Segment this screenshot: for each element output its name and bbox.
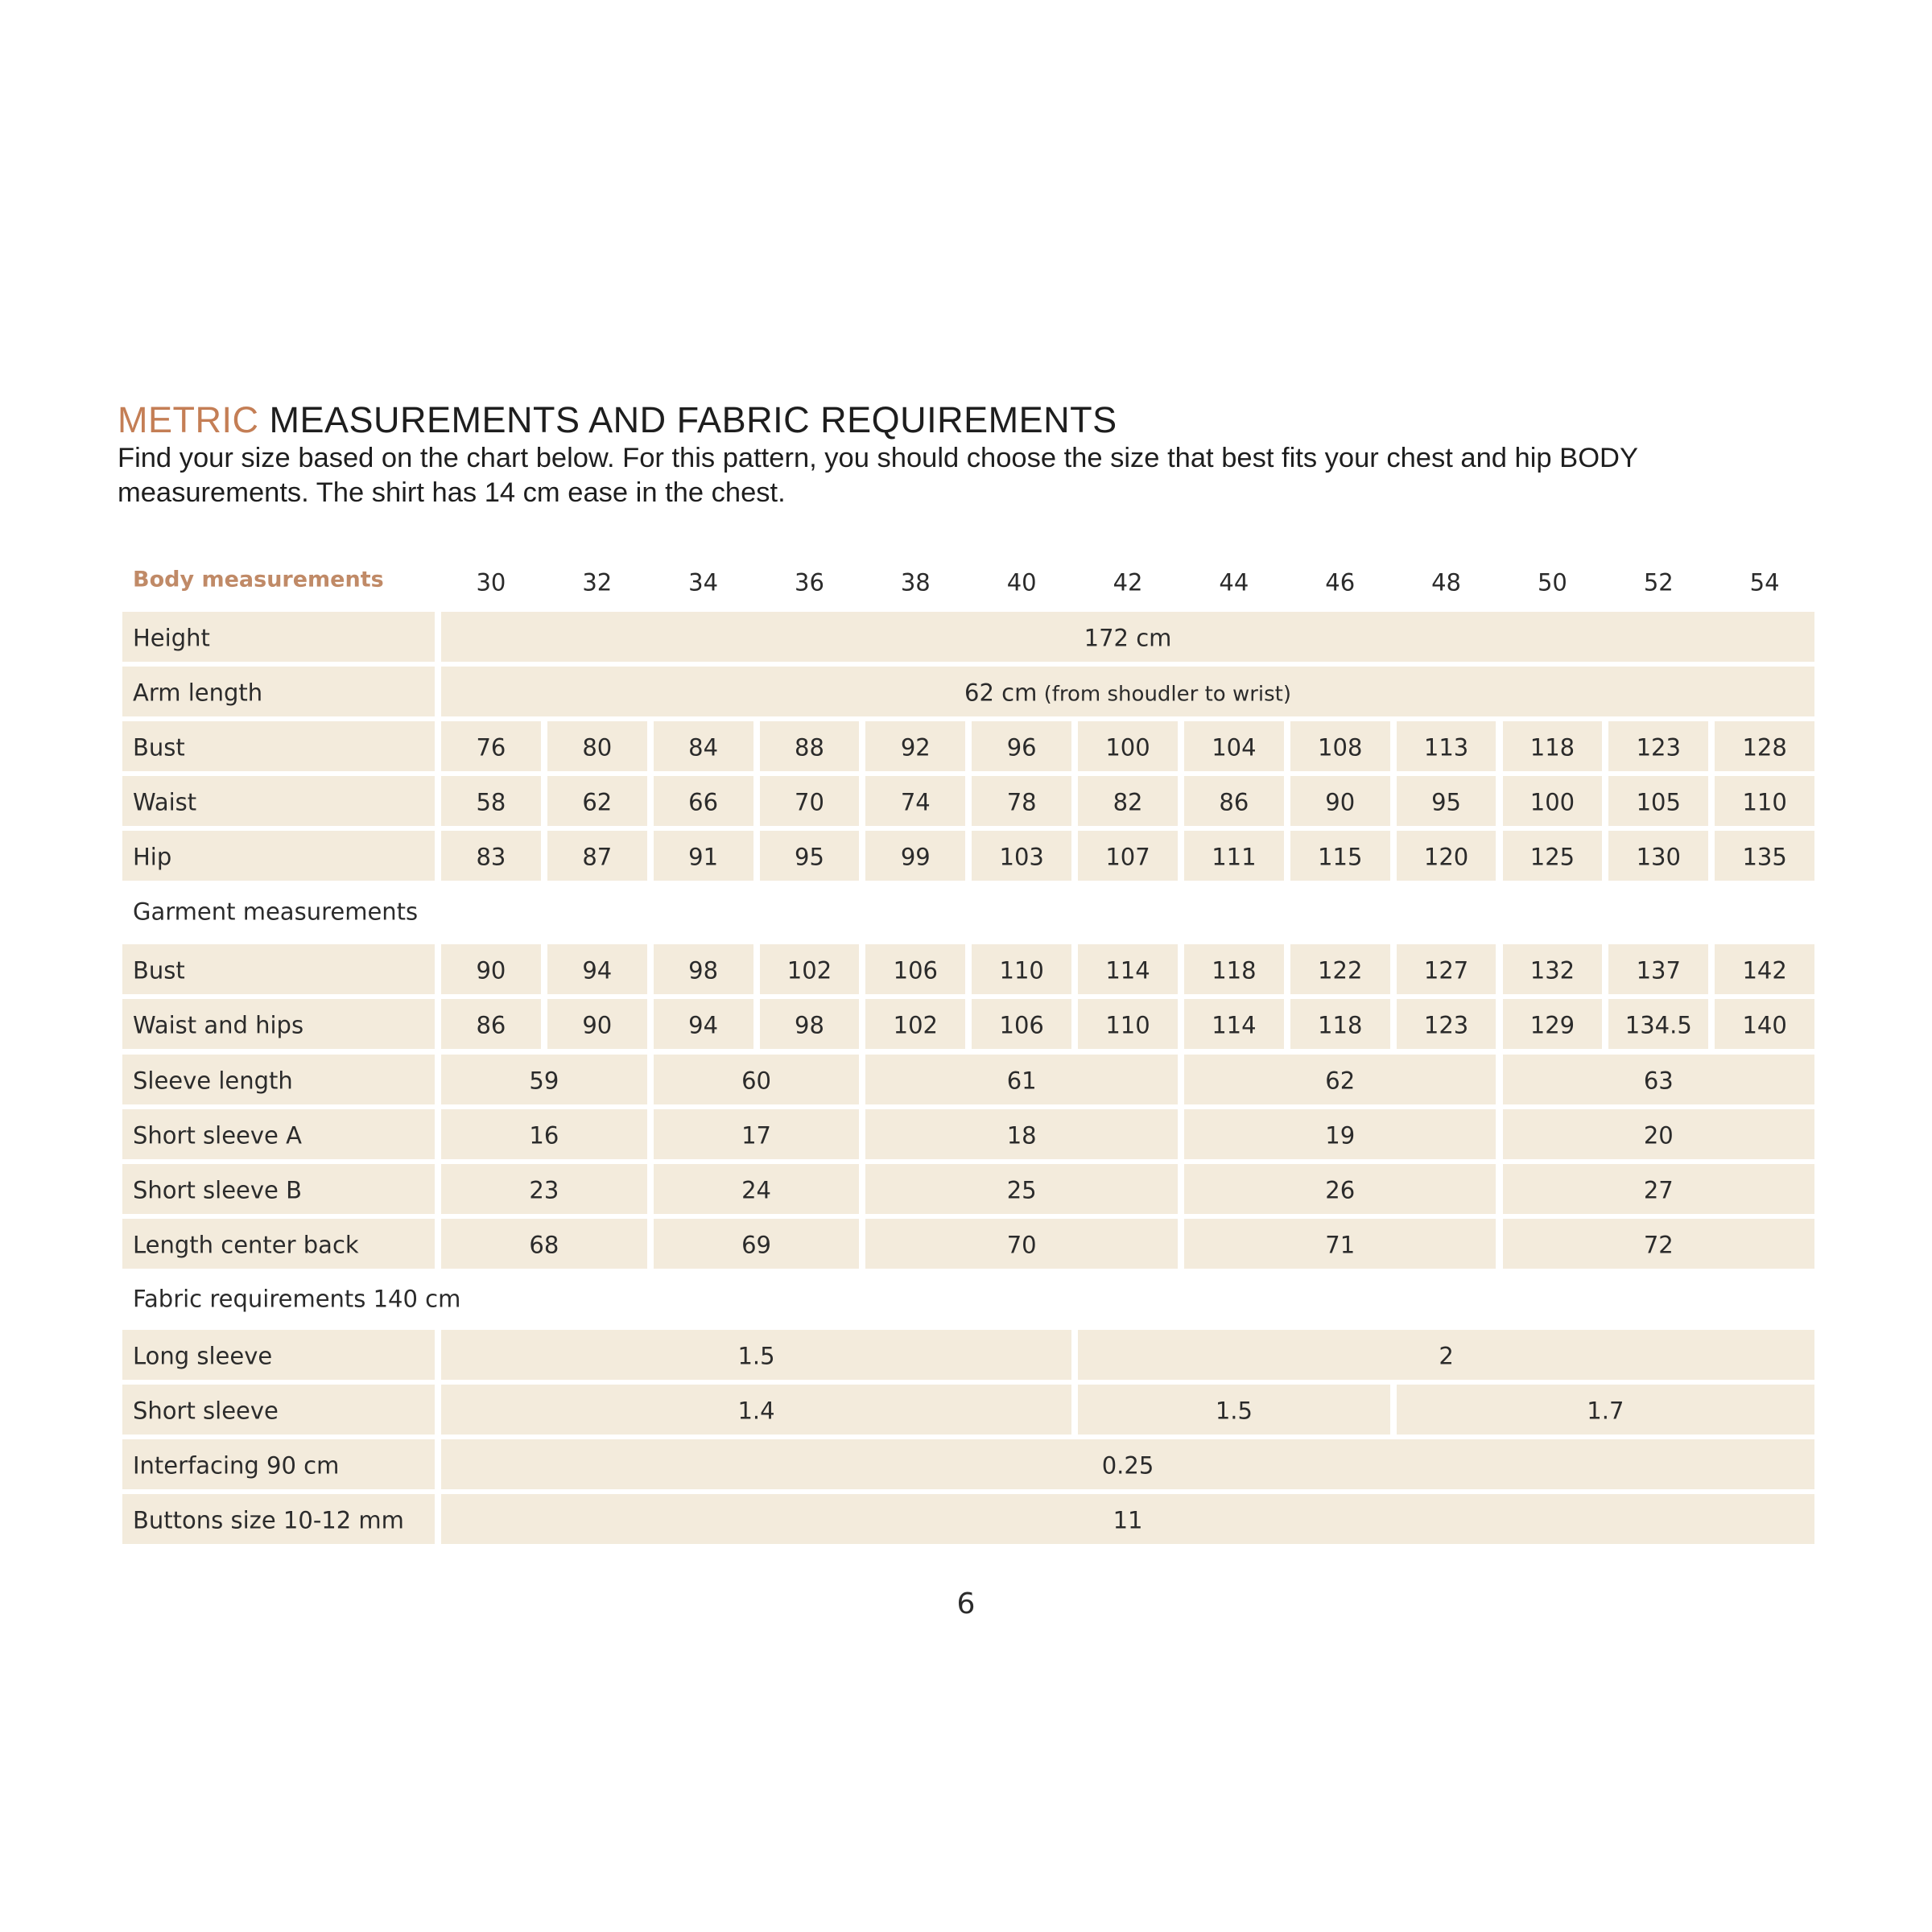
cell-value: 58 <box>476 788 506 816</box>
cell-value: 103 <box>999 843 1044 871</box>
row-label-buttons-size-10-12-mm: Buttons size 10-12 mm <box>133 1506 404 1534</box>
cell-value: 134.5 <box>1624 1011 1692 1039</box>
cell-value: 120 <box>1423 843 1469 871</box>
cell-value: 102 <box>893 1011 938 1039</box>
cell-value: 107 <box>1105 843 1150 871</box>
cell-value: 63 <box>1643 1067 1674 1095</box>
cell-value: 25 <box>1006 1176 1037 1204</box>
cell-value: 129 <box>1530 1011 1575 1039</box>
cell-value: 110 <box>999 956 1044 985</box>
cell-value: 118 <box>1212 956 1257 985</box>
row-label-length-center-back: Length center back <box>133 1231 359 1259</box>
cell-value: 26 <box>1325 1176 1356 1204</box>
section-title-fabric-requirements-140-cm: Fabric requirements 140 cm <box>133 1285 461 1313</box>
cell-value: 0.25 <box>1101 1451 1154 1480</box>
cell-value: 104 <box>1212 733 1257 762</box>
cell-value: 115 <box>1318 843 1363 871</box>
cell-value: 88 <box>795 733 824 762</box>
cell-value: 72 <box>1643 1231 1674 1259</box>
cell-value: 19 <box>1325 1121 1356 1150</box>
size-header-40: 40 <box>1006 568 1037 597</box>
cell-value: 128 <box>1742 733 1787 762</box>
size-header-46: 46 <box>1325 568 1356 597</box>
intro-text: Find your size based on the chart below. For this pattern, you should choose the size that best fits your chest and hip BODY measurements. The shirt has 14 cm ease in the chest. <box>118 443 1638 508</box>
cell-value: 142 <box>1742 956 1787 985</box>
cell-value: 100 <box>1105 733 1150 762</box>
cell-value: 86 <box>1219 788 1249 816</box>
cell-value: 87 <box>582 843 613 871</box>
row-label-bust: Bust <box>133 956 185 985</box>
cell-value: 110 <box>1742 788 1787 816</box>
size-header-38: 38 <box>900 568 931 597</box>
cell-value: 69 <box>741 1231 771 1259</box>
cell-value: 108 <box>1318 733 1363 762</box>
cell-value: 118 <box>1318 1011 1363 1039</box>
cell-value: 27 <box>1643 1176 1674 1204</box>
cell-value: 23 <box>529 1176 559 1204</box>
cell-value: 125 <box>1530 843 1575 871</box>
cell-value: 68 <box>529 1231 559 1259</box>
cell-value: 105 <box>1636 788 1681 816</box>
cell-value: 114 <box>1105 956 1150 985</box>
cell-value: 130 <box>1636 843 1681 871</box>
cell-value: 98 <box>688 956 719 985</box>
row-label-short-sleeve: Short sleeve <box>133 1397 279 1425</box>
cell-value: 90 <box>582 1011 613 1039</box>
cell-value: 122 <box>1318 956 1363 985</box>
cell-value: 11 <box>1113 1506 1143 1534</box>
cell-value: 20 <box>1643 1121 1674 1150</box>
cell-value: 71 <box>1325 1231 1356 1259</box>
cell-value: 62 cm (from shoudler to wrist) <box>964 679 1292 707</box>
cell-value: 90 <box>476 956 506 985</box>
cell-value: 95 <box>1431 788 1462 816</box>
row-label-short-sleeve-a: Short sleeve A <box>133 1121 302 1150</box>
cell-value: 123 <box>1636 733 1681 762</box>
cell-value: 66 <box>688 788 719 816</box>
cell-value: 70 <box>795 788 824 816</box>
cell-value: 82 <box>1113 788 1143 816</box>
row-label-hip: Hip <box>133 843 172 871</box>
cell-value: 16 <box>529 1121 559 1150</box>
cell-value: 80 <box>582 733 613 762</box>
row-label-bust: Bust <box>133 733 185 762</box>
size-header-54: 54 <box>1749 568 1780 597</box>
size-header-34: 34 <box>688 568 719 597</box>
cell-value: 95 <box>795 843 824 871</box>
cell-value: 94 <box>582 956 613 985</box>
size-header-36: 36 <box>795 568 824 597</box>
cell-value: 106 <box>893 956 938 985</box>
cell-value: 86 <box>476 1011 506 1039</box>
cell-value: 70 <box>1006 1231 1037 1259</box>
row-label-sleeve-length: Sleeve length <box>133 1067 293 1095</box>
cell-value: 140 <box>1742 1011 1787 1039</box>
size-header-52: 52 <box>1643 568 1674 597</box>
cell-value: 61 <box>1006 1067 1037 1095</box>
cell-value: 106 <box>999 1011 1044 1039</box>
cell-value: 78 <box>1006 788 1037 816</box>
cell-value: 90 <box>1325 788 1356 816</box>
row-label-waist: Waist <box>133 788 197 816</box>
cell-value: 18 <box>1006 1121 1037 1150</box>
cell-value: 98 <box>795 1011 824 1039</box>
section-title-garment-measurements: Garment measurements <box>133 898 419 926</box>
cell-value: 74 <box>900 788 931 816</box>
cell-value: 111 <box>1212 843 1257 871</box>
cell-value: 91 <box>688 843 719 871</box>
size-header-48: 48 <box>1431 568 1462 597</box>
cell-value: 92 <box>900 733 931 762</box>
size-header-50: 50 <box>1537 568 1567 597</box>
row-label-waist-and-hips: Waist and hips <box>133 1011 304 1039</box>
cell-value: 100 <box>1530 788 1575 816</box>
cell-value: 1.4 <box>737 1397 775 1425</box>
cell-value: 76 <box>476 733 506 762</box>
cell-value: 24 <box>741 1176 771 1204</box>
cell-value: 1.5 <box>1215 1397 1253 1425</box>
row-label-interfacing-90-cm: Interfacing 90 cm <box>133 1451 340 1480</box>
cell-value: 123 <box>1423 1011 1469 1039</box>
cell-value: 127 <box>1423 956 1469 985</box>
cell-value: 84 <box>688 733 719 762</box>
cell-value: 110 <box>1105 1011 1150 1039</box>
page-number: 6 <box>956 1587 976 1620</box>
row-label-height: Height <box>133 624 210 652</box>
cell-value: 132 <box>1530 956 1575 985</box>
cell-value: 94 <box>688 1011 719 1039</box>
title-accent: METRIC <box>118 399 259 440</box>
cell-value: 62 <box>1325 1067 1356 1095</box>
cell-value: 135 <box>1742 843 1787 871</box>
cell-value: 1.7 <box>1587 1397 1624 1425</box>
cell-note: (from shoudler to wrist) <box>1037 682 1292 707</box>
size-header-30: 30 <box>476 568 506 597</box>
title-main: MEASUREMENTS AND FABRIC REQUIREMENTS <box>269 399 1117 440</box>
section-title-body-measurements: Body measurements <box>133 567 384 592</box>
cell-value: 62 <box>582 788 613 816</box>
row-label-long-sleeve: Long sleeve <box>133 1342 273 1370</box>
row-label-short-sleeve-b: Short sleeve B <box>133 1176 303 1204</box>
cell-value: 60 <box>741 1067 771 1095</box>
cell-value: 114 <box>1212 1011 1257 1039</box>
cell-value: 118 <box>1530 733 1575 762</box>
row-label-arm-length: Arm length <box>133 679 263 707</box>
size-header-32: 32 <box>582 568 613 597</box>
cell-value: 83 <box>476 843 506 871</box>
cell-value: 2 <box>1439 1342 1454 1370</box>
cell-value: 96 <box>1006 733 1037 762</box>
cell-value: 17 <box>741 1121 771 1150</box>
cell-value: 1.5 <box>737 1342 775 1370</box>
cell-value: 113 <box>1423 733 1469 762</box>
cell-value: 102 <box>786 956 832 985</box>
cell-value: 99 <box>900 843 931 871</box>
size-header-44: 44 <box>1219 568 1249 597</box>
cell-value: 137 <box>1636 956 1681 985</box>
cell-value: 172 cm <box>1084 624 1172 652</box>
size-header-42: 42 <box>1113 568 1143 597</box>
cell-value: 59 <box>529 1067 559 1095</box>
